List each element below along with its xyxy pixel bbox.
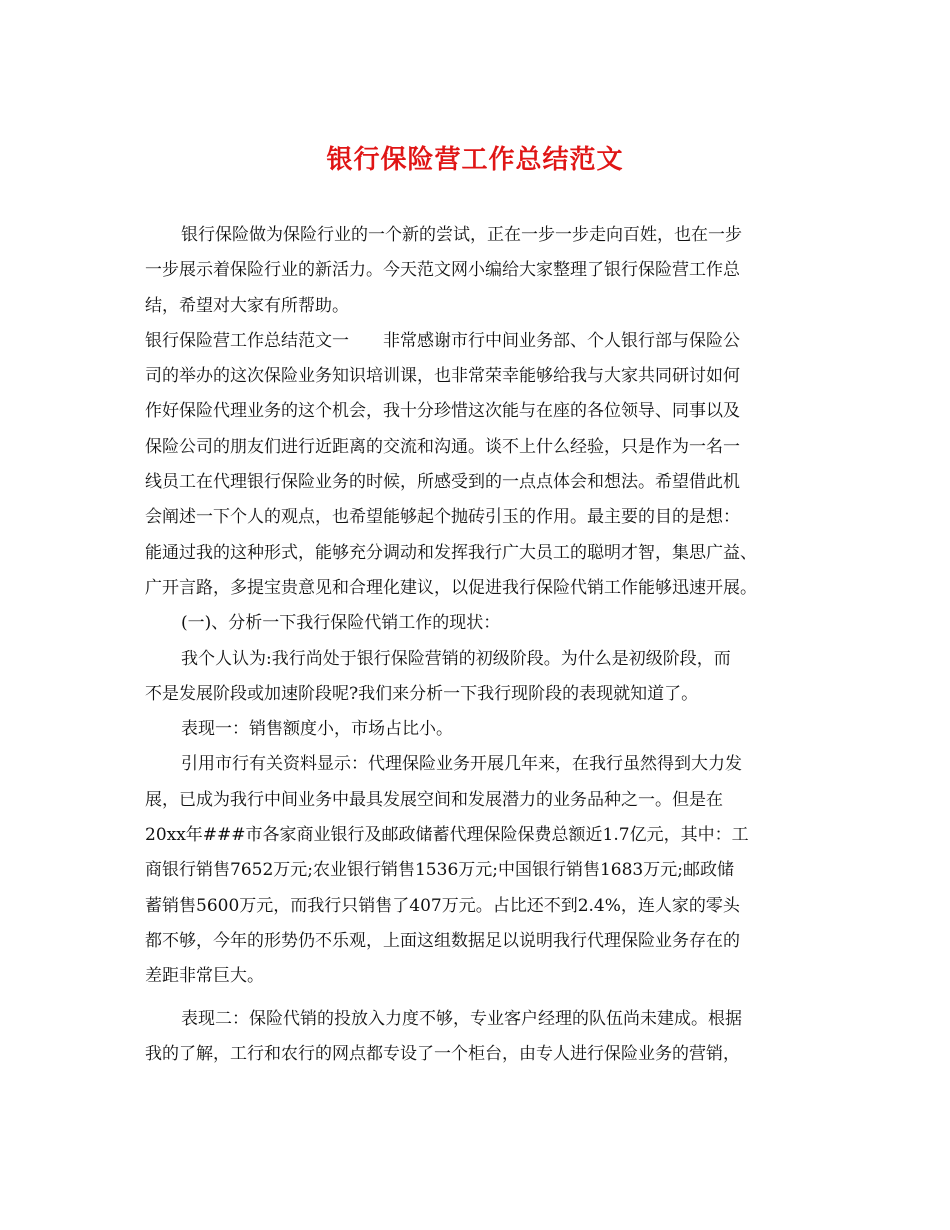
text-line: 引用市行有关资料显示：代理保险业务开展几年来，在我行虽然得到大力发 <box>181 754 742 775</box>
text-line: 差距非常巨大。 <box>145 966 264 987</box>
text-line: 我的了解，工行和农行的网点都专设了一个柜台，由专人进行保险业务的营销， <box>145 1043 740 1064</box>
text-line: 都不够，今年的形势仍不乐观，上面这组数据足以说明我行代理保险业务存在的 <box>145 930 740 951</box>
text-line: 展，已成为我行中间业务中最具发展空间和发展潜力的业务品种之一。但是在 <box>145 789 723 810</box>
text-line: 一步展示着保险行业的新活力。今天范文网小编给大家整理了银行保险营工作总 <box>145 260 740 281</box>
text-line: 表现一：销售额度小，市场占比小。 <box>181 719 453 740</box>
document-title: 银行保险营工作总结范文 <box>326 145 624 175</box>
text-line: 20xx年###市各家商业银行及邮政储蓄代理保险保费总额近1.7亿元，其中：工 <box>145 825 749 846</box>
text-line: 我个人认为:我行尚处于银行保险营销的初级阶段。为什么是初级阶段，而 <box>181 648 731 669</box>
text-line: 蓄销售5600万元，而我行只销售了407万元。占比还不到2.4%，连人家的零头 <box>145 895 740 916</box>
text-line: 商银行销售7652万元;农业银行销售1536万元;中国银行销售1683万元;邮政储 <box>145 860 734 881</box>
section-heading: (一)、分析一下我行保险代销工作的现状： <box>181 613 501 634</box>
text-line: 线员工在代理银行保险业务的时候，所感受到的一点点体会和想法。希望借此机 <box>145 472 740 493</box>
document-body <box>145 218 815 1072</box>
text-line: 保险公司的朋友们进行近距离的交流和沟通。谈不上什么经验，只是作为一名一 <box>145 436 740 457</box>
text-line: 不是发展阶段或加速阶段呢?我们来分析一下我行现阶段的表现就知道了。 <box>145 683 699 704</box>
text-line: 银行保险做为保险行业的一个新的尝试，正在一步一步走向百姓，也在一步 <box>181 225 742 245</box>
text-line: 会阐述一下个人的观点，也希望能够起个抛砖引玉的作用。最主要的目的是想： <box>145 507 740 528</box>
text-line: 表现二：保险代销的投放入力度不够，专业客户经理的队伍尚未建成。根据 <box>181 1008 742 1029</box>
text-line: 作好保险代理业务的这个机会，我十分珍惜这次能与在座的各位领导、同事以及 <box>145 401 740 422</box>
text-line: 司的举办的这次保险业务知识培训课，也非常荣幸能够给我与大家共同研讨如何 <box>145 366 740 387</box>
text-line: 广开言路，多提宝贵意见和合理化建议，以促进我行保险代销工作能够迅速开展。 <box>145 577 757 598</box>
text-line: 银行保险营工作总结范文一 非常感谢市行中间业务部、个人银行部与保险公 <box>145 330 740 351</box>
text-line: 能通过我的这种形式，能够充分调动和发挥我行广大员工的聪明才智，集思广益、 <box>145 542 757 563</box>
text-line: 结，希望对大家有所帮助。 <box>145 295 349 316</box>
